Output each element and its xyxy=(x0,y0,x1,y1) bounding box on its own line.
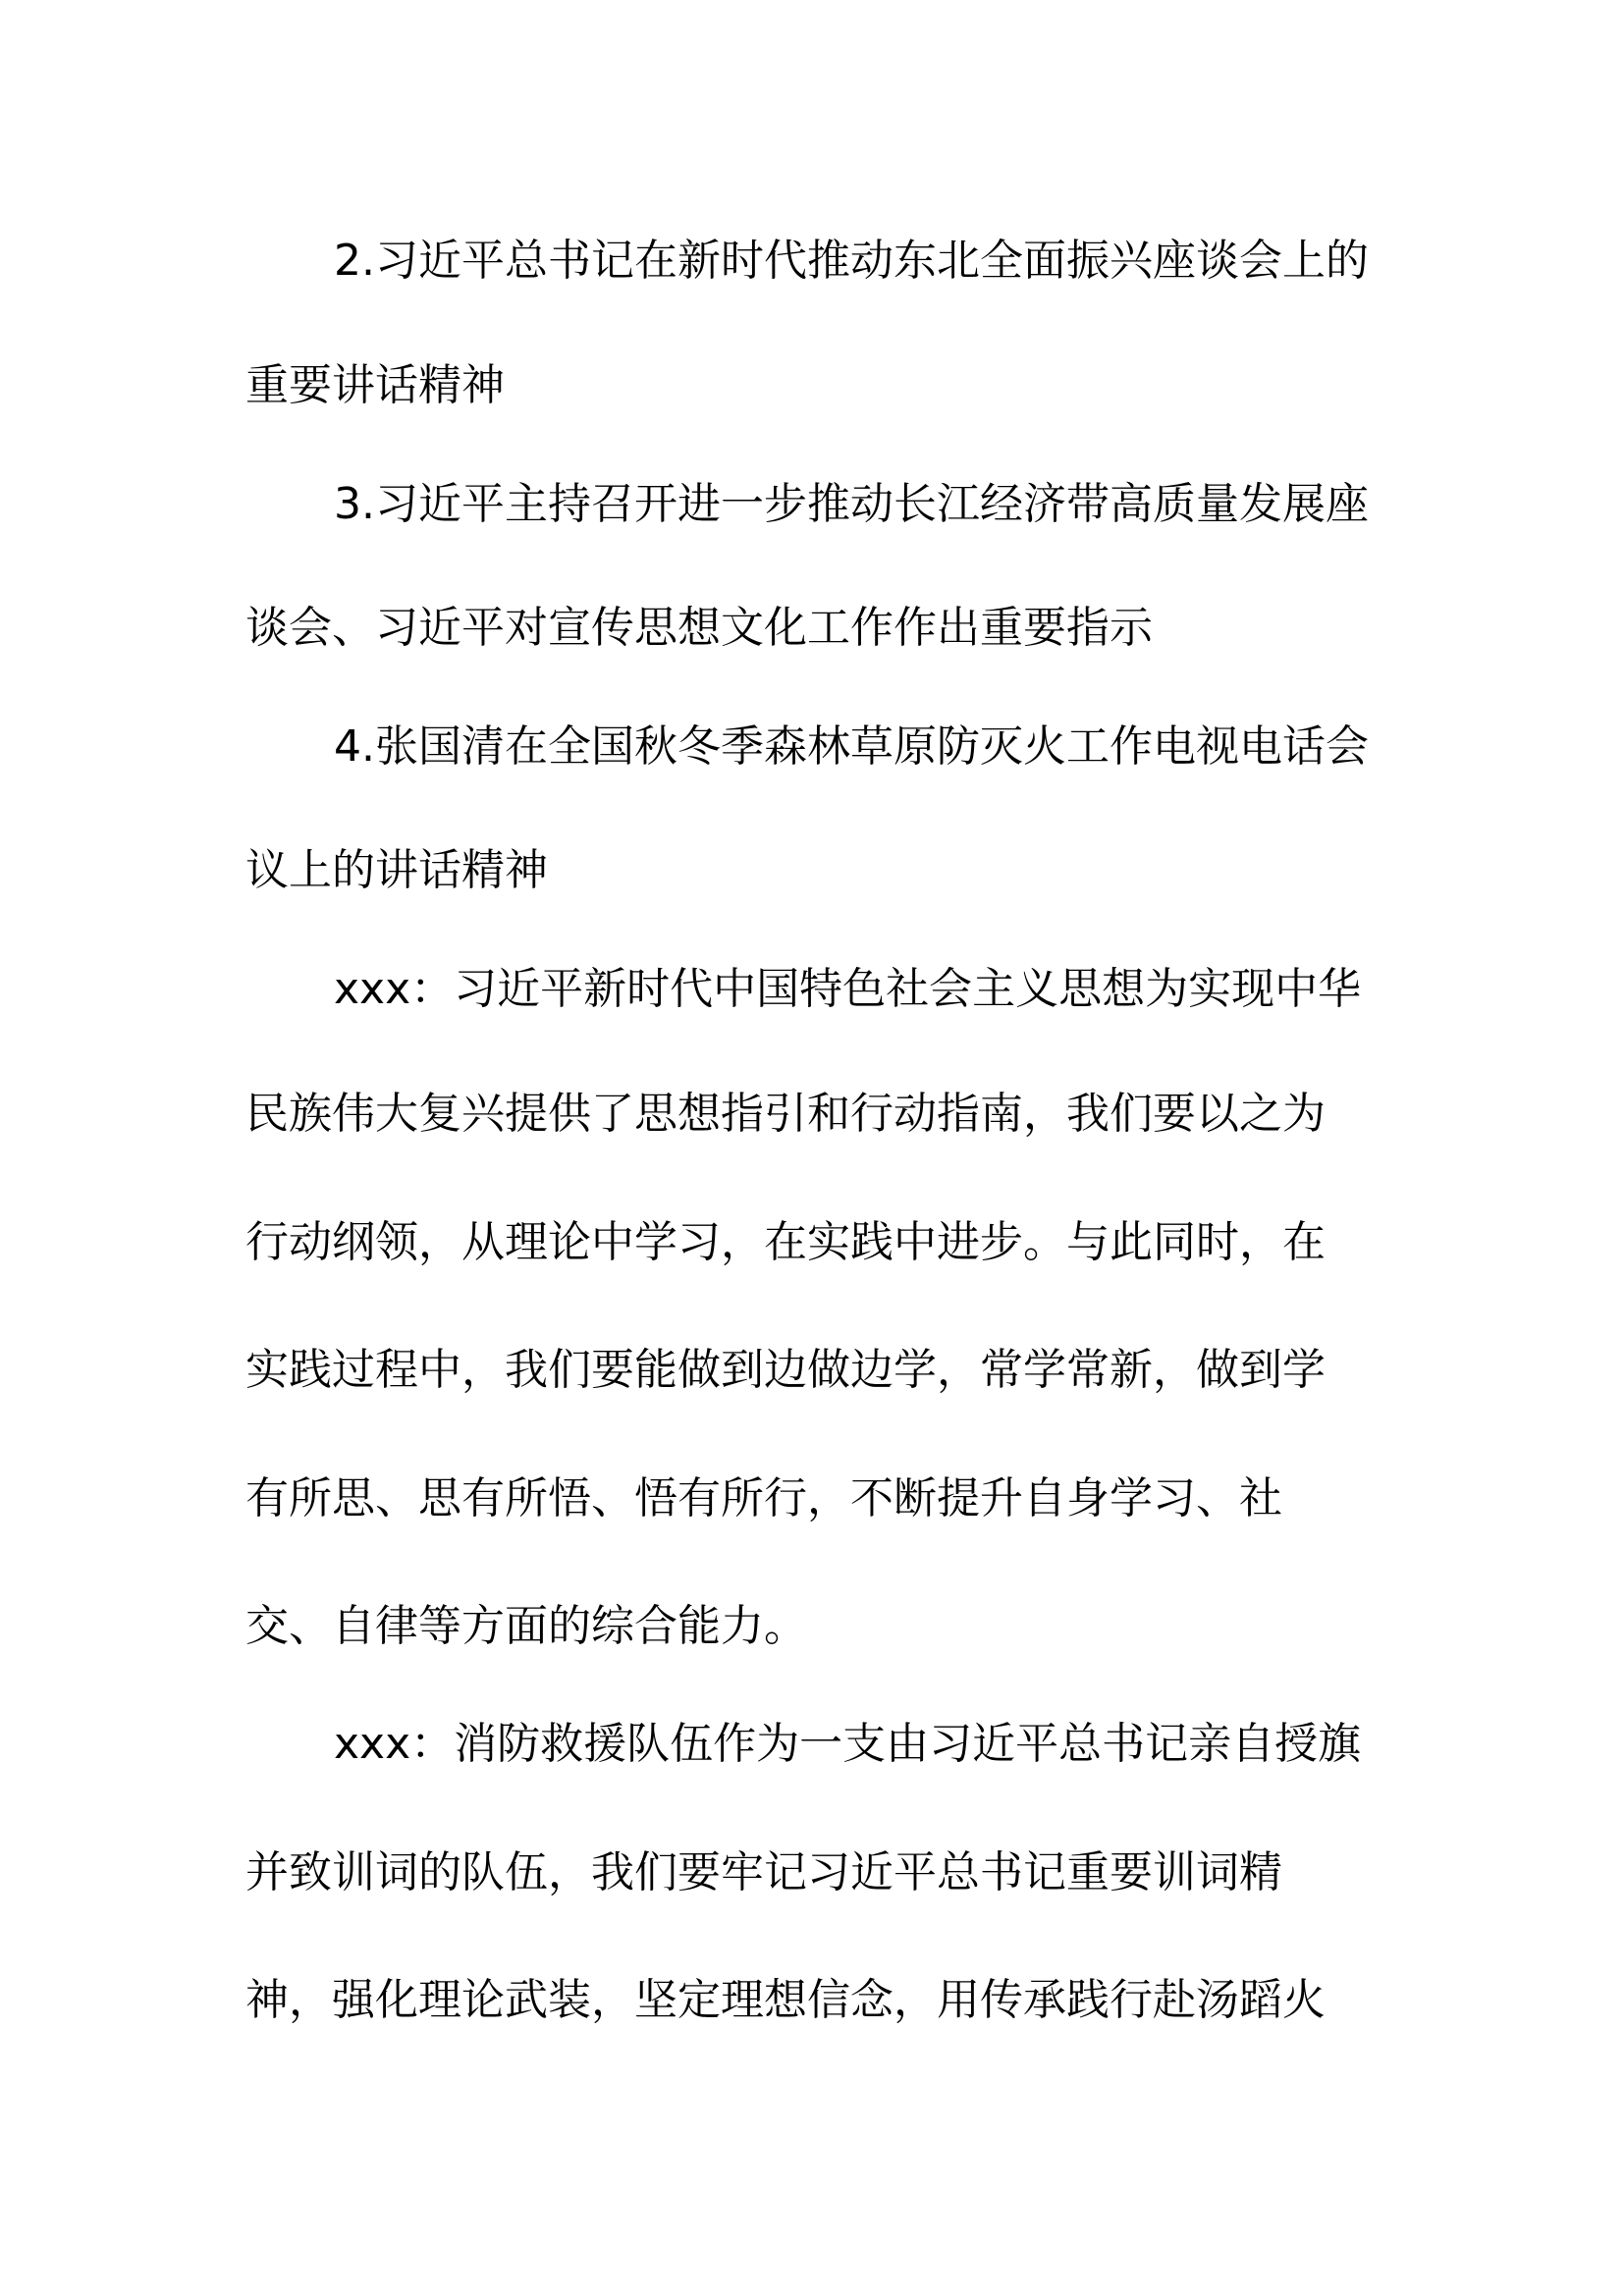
text-line: xxx：习近平新时代中国特色社会主义思想为实现中华 xyxy=(334,964,1362,1014)
text-line: 实践过程中，我们要能做到边做边学，常学常新，做到学 xyxy=(245,1345,1326,1395)
text-line: 3.习近平主持召开进一步推动长江经济带高质量发展座 xyxy=(334,479,1369,529)
text-line: 并致训词的队伍，我们要牢记习近平总书记重要训词精 xyxy=(245,1847,1282,1897)
text-line: 民族伟大复兴提供了思想指引和行动指南，我们要以之为 xyxy=(245,1089,1326,1139)
text-line: 重要讲话精神 xyxy=(245,360,505,410)
text-line: 2.习近平总书记在新时代推动东北全面振兴座谈会上的 xyxy=(334,236,1369,286)
text-line: 议上的讲话精神 xyxy=(245,845,548,895)
text-line: 神，强化理论武装，坚定理想信念，用传承践行赴汤蹈火 xyxy=(245,1975,1326,2025)
text-line: 4.张国清在全国秋冬季森林草原防灭火工作电视电话会 xyxy=(334,721,1369,772)
text-line: 有所思、思有所悟、悟有所行，不断提升自身学习、社 xyxy=(245,1473,1282,1523)
text-line: 谈会、习近平对宣传思想文化工作作出重要指示 xyxy=(245,603,1153,653)
text-line: 交、自律等方面的综合能力。 xyxy=(245,1601,807,1651)
text-line: 行动纲领，从理论中学习，在实践中进步。与此同时，在 xyxy=(245,1217,1326,1267)
text-line: xxx：消防救援队伍作为一支由习近平总书记亲自授旗 xyxy=(334,1719,1362,1769)
